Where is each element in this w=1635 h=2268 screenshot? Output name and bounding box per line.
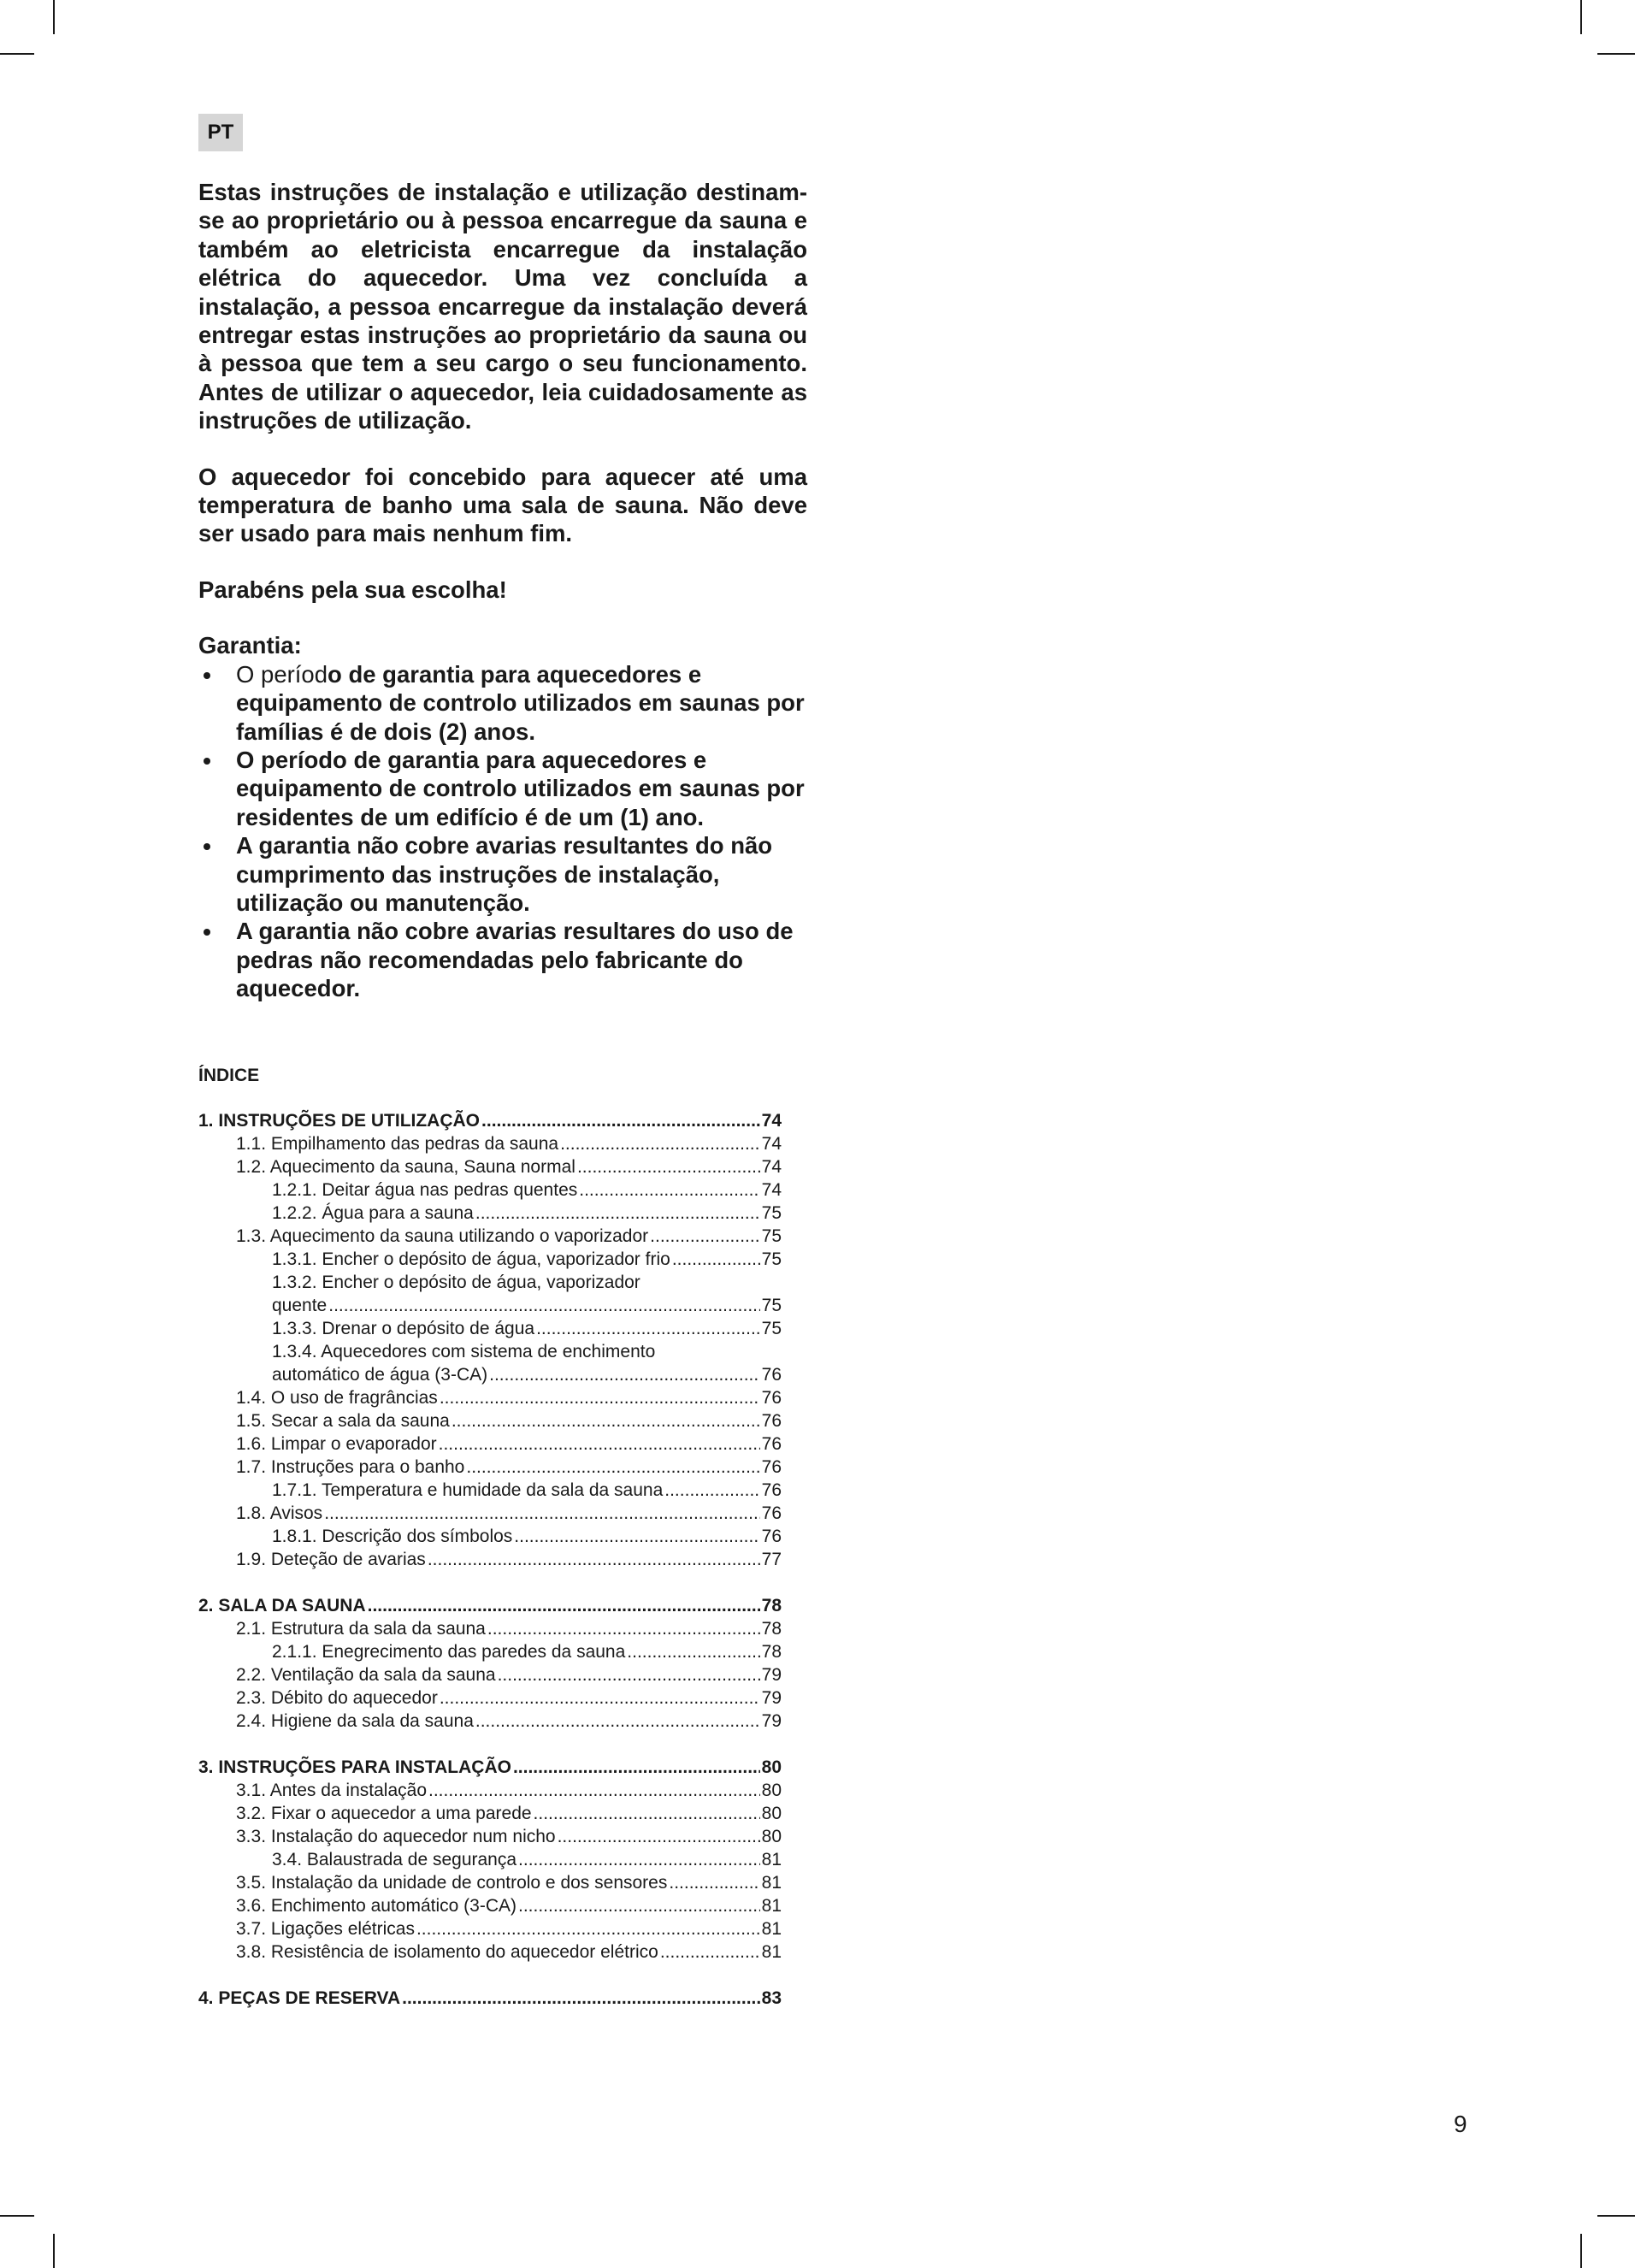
toc-leader-dots <box>475 1202 760 1225</box>
toc-entry-page: 75 <box>761 1249 782 1269</box>
warranty-item <box>198 746 807 831</box>
toc-entry[interactable] <box>198 1432 782 1456</box>
toc-leader-dots <box>627 1640 759 1663</box>
toc-entry-label: 1.3. Aquecimento da sauna utilizando o vaporizador <box>236 1226 649 1246</box>
toc-entry-page: 76 <box>761 1434 782 1454</box>
toc-entry-label: automático de água (3-CA) <box>272 1365 488 1385</box>
toc-entry-label: 4. PEÇAS DE RESERVA <box>198 1988 401 2008</box>
warranty-item <box>198 831 807 917</box>
toc-entry[interactable] <box>198 1479 782 1502</box>
toc-entry[interactable] <box>198 1248 782 1271</box>
toc-leader-dots <box>466 1456 759 1479</box>
intro-paragraph-3: Parabéns pela sua escolha! <box>198 576 507 603</box>
toc-entry-label: 3.6. Enchimento automático (3-CA) <box>236 1896 516 1916</box>
toc-entry[interactable] <box>198 1710 782 1733</box>
toc-entry-label: 2.3. Débito do aquecedor <box>236 1688 438 1708</box>
toc-entry-label: 1.2. Aquecimento da sauna, Sauna normal <box>236 1157 575 1177</box>
toc-entry-page: 75 <box>761 1226 782 1246</box>
toc-entry-page: 75 <box>761 1319 782 1338</box>
toc-entry-label: 1.8.1. Descrição dos símbolos <box>272 1527 513 1546</box>
table-of-contents <box>198 1109 782 2010</box>
toc-entry-label: 1.4. O uso de fragrâncias <box>236 1388 438 1408</box>
toc-entry-label: 3.7. Ligações elétricas <box>236 1919 415 1939</box>
toc-entry-label: 1.3.3. Drenar o depósito de água <box>272 1319 535 1338</box>
toc-leader-dots <box>664 1479 759 1502</box>
toc-entry[interactable] <box>198 1617 782 1640</box>
toc-entry-page: 74 <box>761 1111 782 1131</box>
toc-entry-label: 3.4. Balaustrada de segurança <box>272 1850 517 1869</box>
toc-entry-label: 1.7. Instruções para o banho <box>236 1457 465 1477</box>
toc-entry[interactable] <box>198 1686 782 1710</box>
toc-entry[interactable] <box>198 1502 782 1525</box>
toc-entry-label: 1.2.2. Água para a sauna <box>272 1203 474 1223</box>
warranty-list <box>198 660 807 1003</box>
toc-entry[interactable] <box>198 1871 782 1894</box>
toc-leader-dots <box>328 1294 759 1317</box>
warranty-item <box>198 660 807 746</box>
crop-mark-tr-v <box>1580 0 1582 34</box>
toc-leader-dots <box>402 1987 760 2010</box>
toc-leader-dots <box>452 1409 760 1432</box>
toc-entry-label: 2.2. Ventilação da sala da sauna <box>236 1665 496 1685</box>
toc-entry-label: 1. INSTRUÇÕES DE UTILIZAÇÃO <box>198 1111 481 1131</box>
toc-entry-page: 76 <box>761 1388 782 1408</box>
toc-entry[interactable] <box>198 1802 782 1825</box>
toc-entry[interactable] <box>198 1363 782 1386</box>
toc-leader-dots <box>439 1432 760 1456</box>
toc-entry[interactable] <box>198 1155 782 1178</box>
toc-leader-dots <box>416 1917 760 1940</box>
toc-entry[interactable] <box>198 1132 782 1155</box>
toc-entry-page: 74 <box>761 1157 782 1177</box>
toc-title: ÍNDICE <box>198 1066 260 1085</box>
toc-entry-page: 77 <box>761 1550 782 1569</box>
toc-leader-dots <box>534 1802 760 1825</box>
toc-entry-page: 81 <box>761 1919 782 1939</box>
toc-entry-page: 80 <box>761 1827 782 1846</box>
toc-leader-dots <box>518 1848 760 1871</box>
toc-entry-label: 1.2.1. Deitar água nas pedras quentes <box>272 1180 578 1200</box>
toc-entry-page: 78 <box>761 1642 782 1662</box>
toc-leader-dots <box>368 1594 760 1617</box>
toc-entry[interactable] <box>198 1109 782 1132</box>
toc-entry[interactable] <box>198 1848 782 1871</box>
toc-entry-page: 81 <box>761 1942 782 1962</box>
crop-mark-br-v <box>1580 2234 1582 2268</box>
toc-leader-dots <box>514 1525 759 1548</box>
toc-entry-page: 80 <box>761 1804 782 1823</box>
intro-paragraph-2: O aquecedor foi concebido para aquecer até uma temperatura de banho uma sala de sauna. Não deve ser usado para mais nenhum fim. <box>198 463 807 547</box>
toc-entry-page: 79 <box>761 1688 782 1708</box>
toc-entry-label: 3.2. Fixar o aquecedor a uma parede <box>236 1804 532 1823</box>
crop-mark-tr-h <box>1597 53 1635 55</box>
toc-entry[interactable] <box>198 1663 782 1686</box>
intro-paragraph-1: Estas instruções de instalação e utilização destinam-se ao proprietário ou à pessoa encarregue da sauna e também ao eletricista encarregue da instalação elétrica do aquecedor. Uma vez concluída a instalação, a pessoa encarregue da instalação deverá entregar estas instruções ao proprietário da sauna ou à pessoa que tem a seu cargo o seu funcionamento. Antes de utilizar o aquecedor, leia cuidadosamente as instruções de utilização. <box>198 179 807 434</box>
toc-leader-dots <box>660 1940 760 1964</box>
toc-entry-page: 76 <box>761 1480 782 1500</box>
toc-entry-label: 1.6. Limpar o evaporador <box>236 1434 437 1454</box>
toc-entry[interactable] <box>198 1894 782 1917</box>
toc-entry-page: 76 <box>761 1503 782 1523</box>
toc-leader-dots <box>428 1779 760 1802</box>
toc-entry-page: 81 <box>761 1850 782 1869</box>
toc-entry-label: 2. SALA DA SAUNA <box>198 1596 366 1615</box>
warranty-item-text: o de garantia para aquecedores e equipamento de controlo utilizados em saunas por famílias é de dois (2) anos. <box>236 660 805 745</box>
intro-section <box>198 178 807 1003</box>
page-number: 9 <box>1454 2111 1467 2137</box>
toc-leader-dots <box>558 1825 760 1848</box>
toc-leader-dots <box>560 1132 760 1155</box>
toc-entry[interactable] <box>198 1640 782 1663</box>
toc-entry-page: 79 <box>761 1711 782 1731</box>
language-badge: PT <box>198 114 243 151</box>
toc-leader-dots <box>475 1710 760 1733</box>
toc-entry[interactable] <box>198 1779 782 1802</box>
toc-entry-page: 76 <box>761 1527 782 1546</box>
warranty-item-text: A garantia não cobre avarias resultares do uso de pedras não recomendadas pelo fabricante do aquecedor. <box>236 918 794 1002</box>
toc-leader-dots <box>513 1756 760 1779</box>
crop-mark-tl-h <box>0 53 34 55</box>
warranty-item-lead: O períod <box>236 660 328 688</box>
toc-entry-label: 1.7.1. Temperatura e humidade da sala da sauna <box>272 1480 664 1500</box>
toc-entry[interactable] <box>198 1409 782 1432</box>
toc-entry[interactable] <box>198 1456 782 1479</box>
toc-leader-dots <box>498 1663 760 1686</box>
toc-entry-label: 3.5. Instalação da unidade de controlo e dos sensores <box>236 1873 668 1893</box>
toc-leader-dots <box>481 1109 760 1132</box>
toc-entry-label: 1.8. Avisos <box>236 1503 323 1523</box>
toc-leader-dots <box>650 1225 759 1248</box>
crop-mark-tl-v <box>53 0 55 34</box>
toc-entry[interactable] <box>198 1917 782 1940</box>
toc-entry-page: 76 <box>761 1411 782 1431</box>
toc-entry-label: 2.4. Higiene da sala da sauna <box>236 1711 474 1731</box>
toc-entry-label: 1.3.4. Aquecedores com sistema de enchimento <box>272 1342 656 1361</box>
toc-entry-label: 1.3.2. Encher o depósito de água, vaporizador <box>272 1273 640 1292</box>
toc-entry-label: 1.5. Secar a sala da sauna <box>236 1411 450 1431</box>
toc-entry-label: 1.3.1. Encher o depósito de água, vaporizador frio <box>272 1249 670 1269</box>
toc-entry-label: 1.9. Deteção de avarias <box>236 1550 426 1569</box>
toc-entry[interactable] <box>198 1294 782 1317</box>
toc-entry[interactable] <box>198 1271 782 1294</box>
toc-entry[interactable] <box>198 1202 782 1225</box>
toc-entry-label: 3. INSTRUÇÕES PARA INSTALAÇÃO <box>198 1757 511 1777</box>
toc-leader-dots <box>440 1686 760 1710</box>
toc-entry[interactable] <box>198 1756 782 1779</box>
toc-leader-dots <box>579 1178 759 1202</box>
toc-entry-label: 3.1. Antes da instalação <box>236 1781 427 1800</box>
toc-entry-label: 1.1. Empilhamento das pedras da sauna <box>236 1134 559 1154</box>
toc-entry[interactable] <box>198 1386 782 1409</box>
toc-leader-dots <box>487 1617 760 1640</box>
crop-mark-bl-v <box>53 2234 55 2268</box>
toc-leader-dots <box>669 1871 759 1894</box>
toc-entry-label: quente <box>272 1296 328 1315</box>
toc-entry[interactable] <box>198 1548 782 1571</box>
toc-entry-label: 3.3. Instalação do aquecedor num nicho <box>236 1827 556 1846</box>
toc-entry[interactable] <box>198 1940 782 1964</box>
toc-entry-page: 80 <box>761 1781 782 1800</box>
toc-leader-dots <box>324 1502 759 1525</box>
toc-leader-dots <box>577 1155 760 1178</box>
toc-entry-page: 79 <box>761 1665 782 1685</box>
toc-entry-page: 78 <box>761 1619 782 1639</box>
warranty-item-text: O período de garantia para aquecedores e equipamento de controlo utilizados em saunas por residentes de um edifício é de um (1) ano. <box>236 746 805 830</box>
warranty-item-text: A garantia não cobre avarias resultantes do não cumprimento das instruções de instalação, utilização ou manutenção. <box>236 832 773 916</box>
toc-entry-page: 75 <box>761 1296 782 1315</box>
toc-leader-dots <box>536 1317 760 1340</box>
toc-entry-label: 3.8. Resistência de isolamento do aquecedor elétrico <box>236 1942 658 1962</box>
toc-entry-page: 76 <box>761 1457 782 1477</box>
toc-entry-page: 80 <box>761 1757 782 1777</box>
toc-entry-page: 83 <box>761 1988 782 2008</box>
toc-leader-dots <box>672 1248 760 1271</box>
toc-entry-page: 81 <box>761 1896 782 1916</box>
toc-entry-page: 78 <box>761 1596 782 1615</box>
toc-entry-page: 76 <box>761 1365 782 1385</box>
warranty-item <box>198 917 807 1002</box>
crop-mark-br-h <box>1597 2215 1635 2217</box>
toc-leader-dots <box>428 1548 760 1571</box>
toc-entry[interactable] <box>198 1594 782 1617</box>
toc-entry[interactable] <box>198 1987 782 2010</box>
toc-entry[interactable] <box>198 1225 782 1248</box>
toc-leader-dots <box>440 1386 760 1409</box>
warranty-title: Garantia: <box>198 632 302 659</box>
toc-leader-dots <box>518 1894 760 1917</box>
toc-entry-label: 2.1. Estrutura da sala da sauna <box>236 1619 486 1639</box>
toc-entry-page: 81 <box>761 1873 782 1893</box>
toc-entry[interactable] <box>198 1525 782 1548</box>
toc-entry-label: 2.1.1. Enegrecimento das paredes da sauna <box>272 1642 626 1662</box>
toc-entry-page: 74 <box>761 1180 782 1200</box>
toc-leader-dots <box>489 1363 760 1386</box>
toc-entry[interactable] <box>198 1340 782 1363</box>
toc-entry[interactable] <box>198 1317 782 1340</box>
toc-entry-page: 75 <box>761 1203 782 1223</box>
toc-entry[interactable] <box>198 1825 782 1848</box>
crop-mark-bl-h <box>0 2215 34 2217</box>
toc-entry[interactable] <box>198 1178 782 1202</box>
toc-entry-page: 74 <box>761 1134 782 1154</box>
